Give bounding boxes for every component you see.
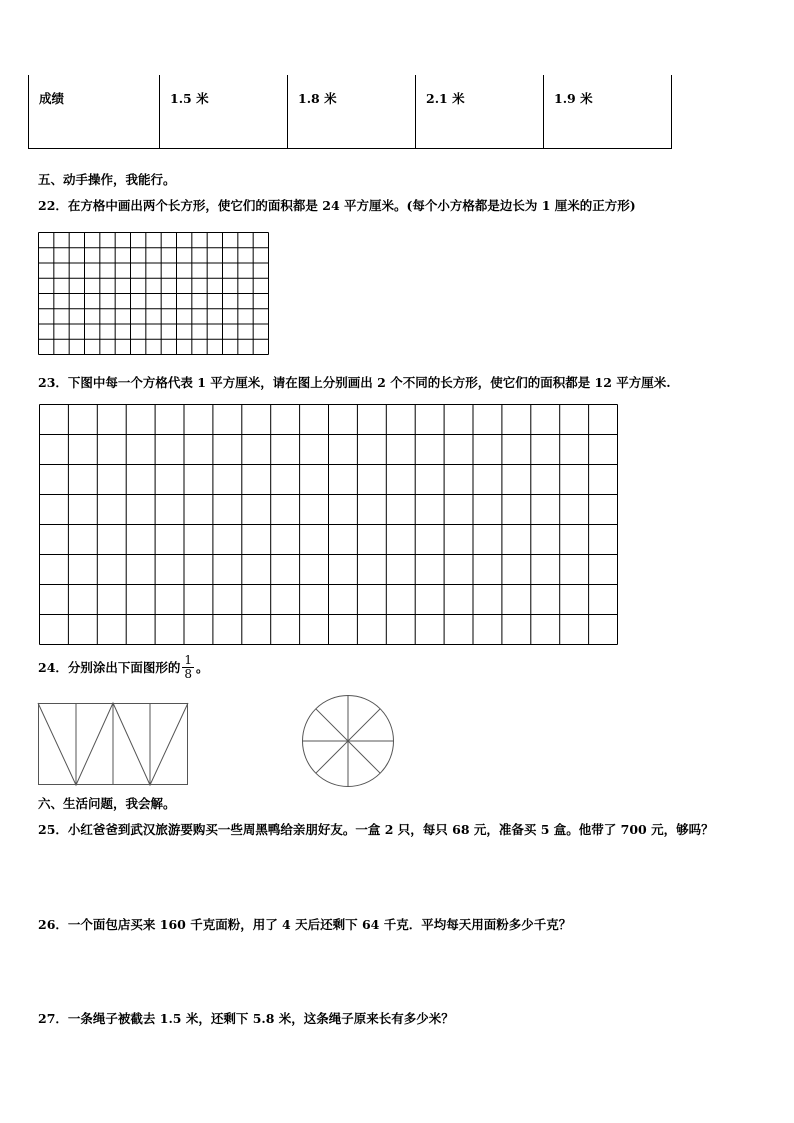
question-23: 23．下图中每一个方格代表 1 平方厘米，请在图上分别画出 2 个不同的长方形，使它们的面积都是 12 平方厘米. [38,375,671,390]
fraction-numerator: 1 [184,653,193,667]
question-25: 25．小红爸爸到武汉旅游要购买一些周黑鸭给亲朋好友。一盒 2 只，每只 68 元，准备买 5 盒。他带了 700 元，够吗？ [38,822,714,837]
table-cell: 成绩 [29,75,160,148]
question-26: 26．一个面包店买来 160 千克面粉，用了 4 天后还剩下 64 千克．平均每天用面粉多少千克？ [38,917,572,932]
question-27: 27．一条绳子被截去 1.5 米，还剩下 5.8 米，这条绳子原来长有多少米？ [38,1011,454,1026]
grid-small [38,232,269,355]
score-table [28,75,672,149]
table-cell: 1.5 米 [160,75,288,148]
section-five-title: 五、动手操作，我能行。 [38,172,176,187]
fraction [182,654,194,681]
grid-large [39,404,618,645]
table-cell: 1.8 米 [288,75,416,148]
circle-figure [302,695,394,787]
section-six-title: 六、生活问题，我会解。 [38,796,176,811]
table-cell: 2.1 米 [416,75,544,148]
question-24-suffix: 。 [196,659,209,675]
triangle-rectangle-figure [38,703,188,785]
question-22: 22．在方格中画出两个长方形，使它们的面积都是 24 平方厘米。(每个小方格都是边长为 1 厘米的正方形) [38,198,636,213]
table-row [29,75,672,148]
table-cell: 1.9 米 [544,75,672,148]
question-24-prefix: 24．分别涂出下面图形的 [38,659,181,675]
fraction-denominator: 8 [184,667,193,681]
question-24 [38,654,209,681]
